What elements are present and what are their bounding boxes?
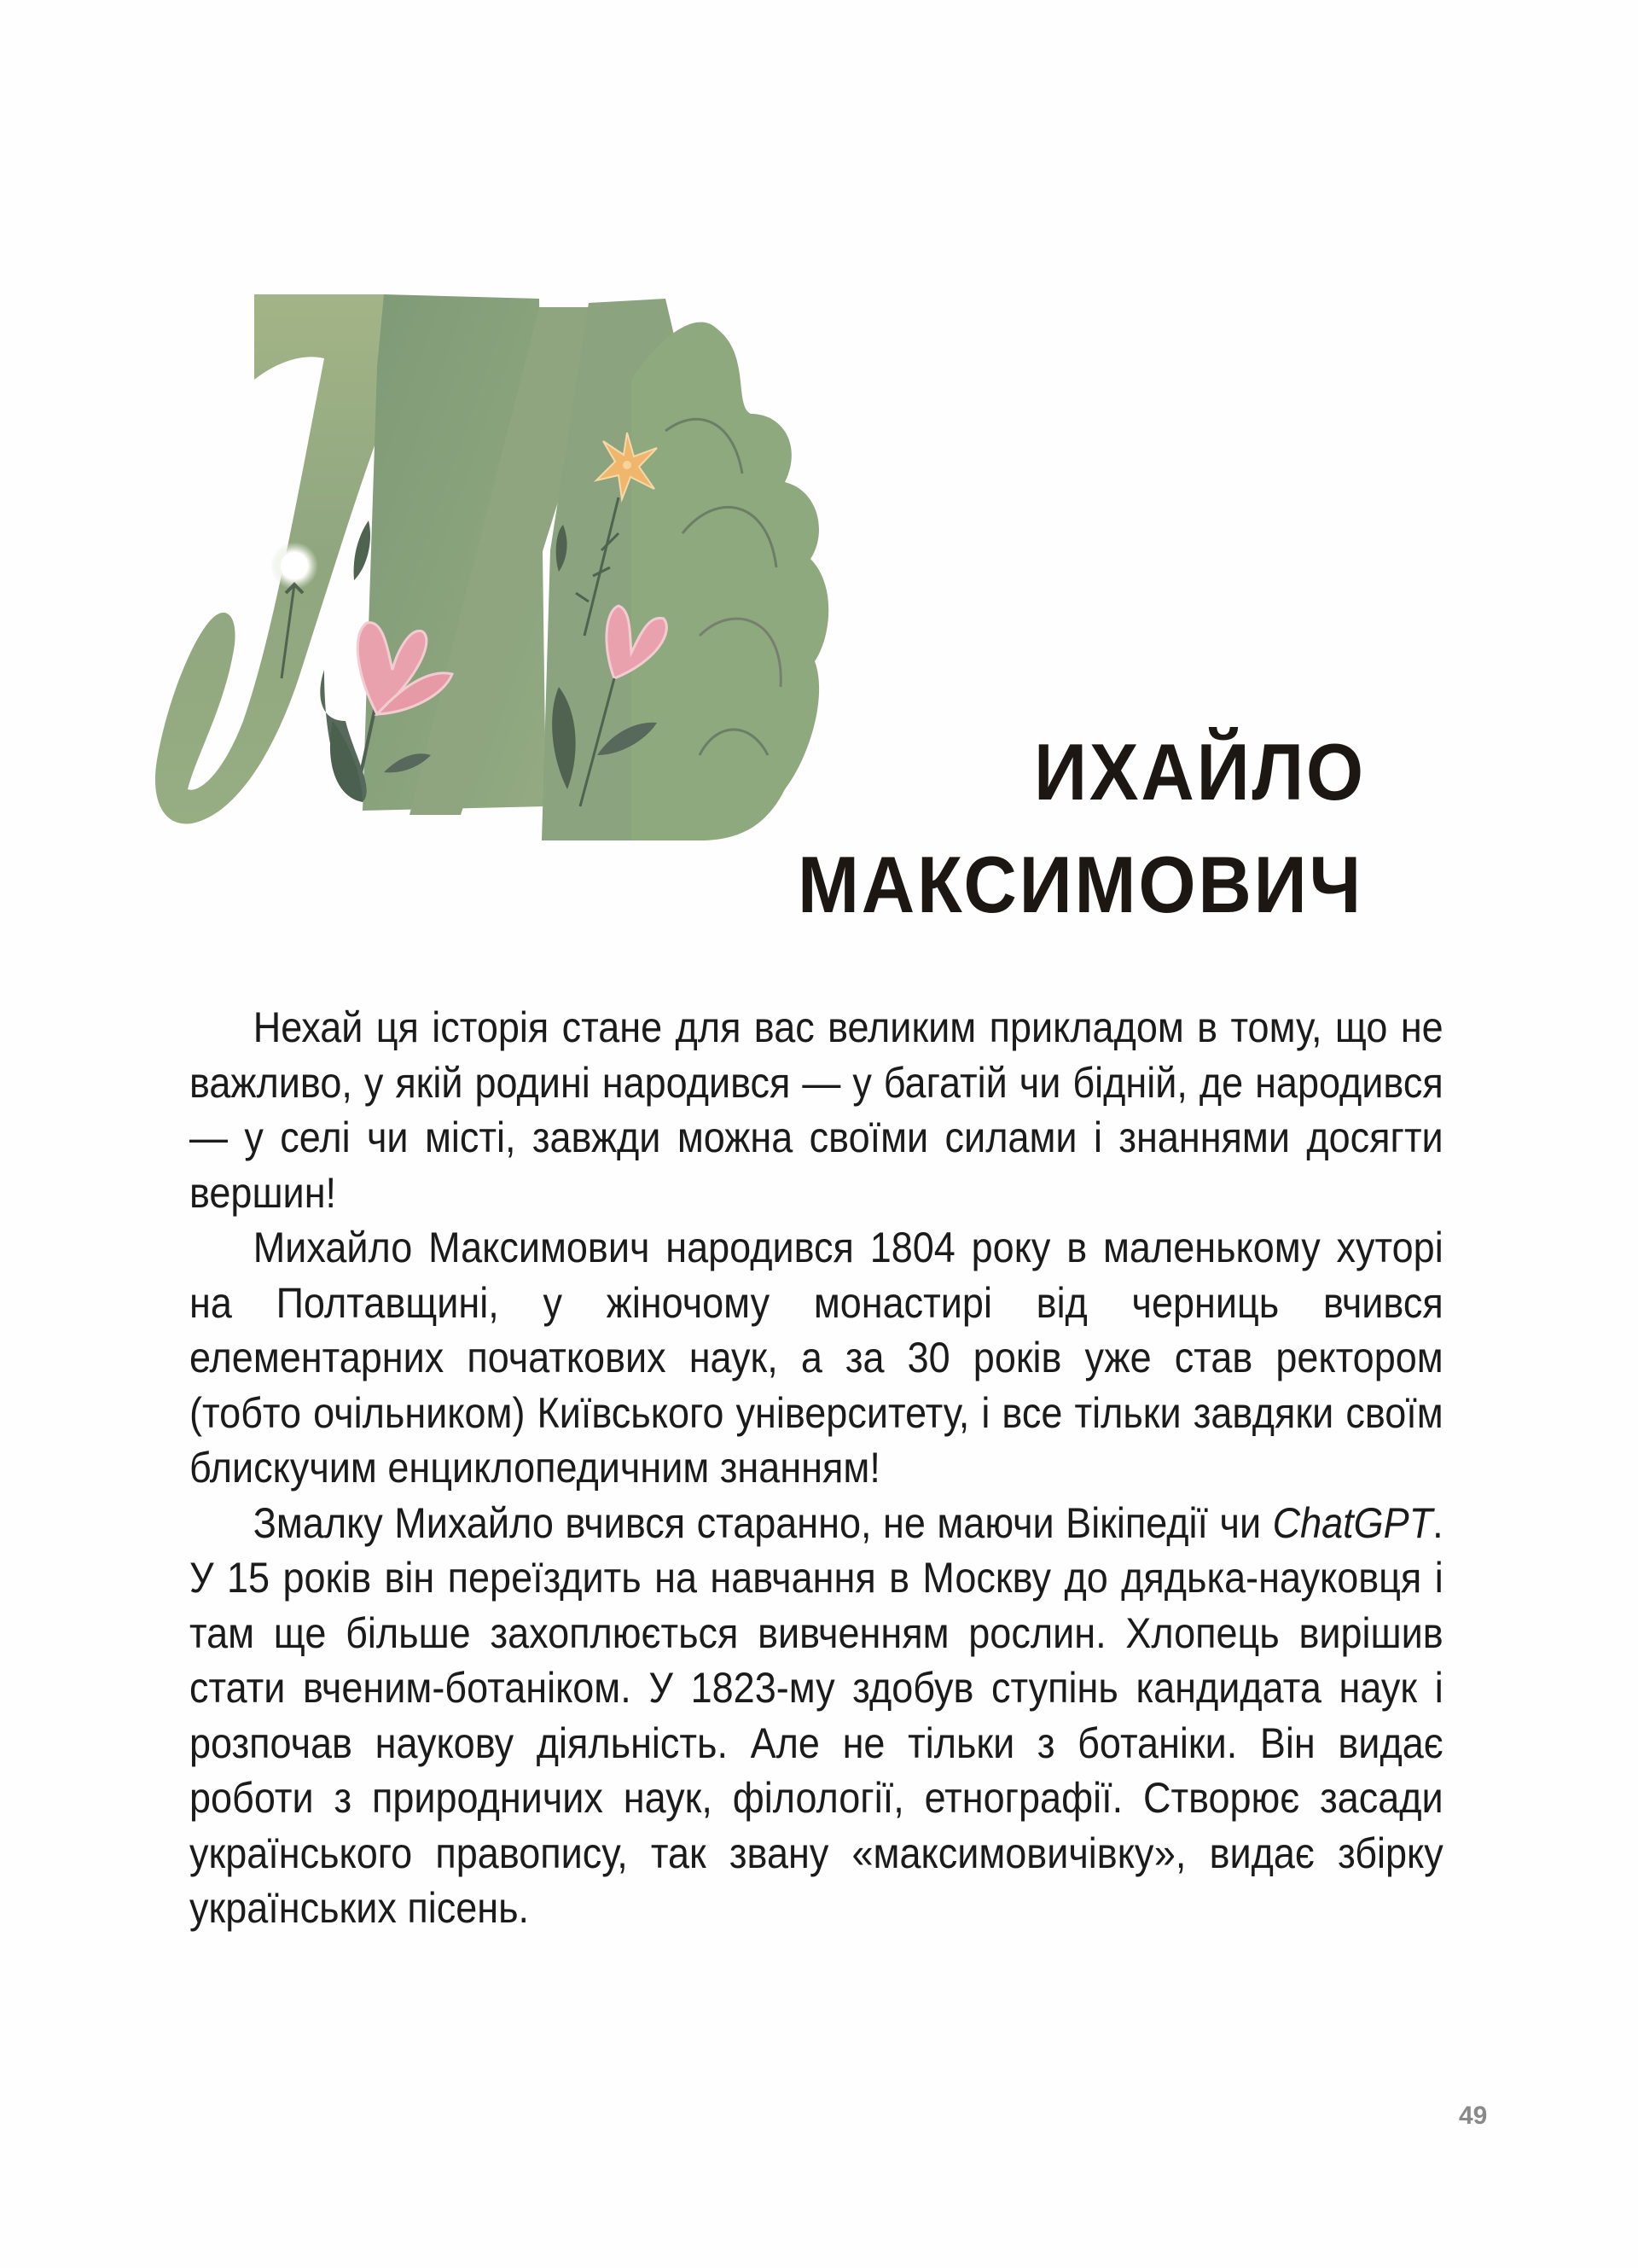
- paragraph-education: [189, 1496, 1443, 1936]
- article-body: [189, 1000, 1443, 1936]
- page-number: 49: [1459, 2102, 1488, 2130]
- title-line-last-name: МАКСИМОВИЧ: [798, 840, 1364, 929]
- chatgpt-italic-term: ChatGPT: [1272, 1498, 1433, 1547]
- paragraph-intro: Нехай ця історія стане для вас великим прикладом в тому, що не важливо, у якій родині народився — у багатій чи бідній, де народився — у селі чи місті, завжди можна своїми силами і знаннями досягти вершин!: [189, 1003, 1443, 1217]
- decorative-dropcap-m: [154, 277, 1015, 845]
- paragraph-education-start: Змалку Михайло вчився старанно, не маючи Вікіпедії чи: [253, 1498, 1273, 1547]
- dropcap-illustration-icon: [154, 277, 1015, 845]
- paragraph-education-end: . У 15 років він переїздить на навчання в Москву до дядька-науковця і там ще більше захоплюється вивченням рослин. Хлопець вирішив стати вченим-ботаніком. У 1823-му здобув ступінь кандидата наук і розпочав наукову діяльність. Але не тільки з ботаніки. Він видає роботи з природничих наук, філології, етнографії. Створює засади українського правопису, так звану «максимовичівку», видає збірку українських пісень.: [189, 1498, 1443, 1932]
- paragraph-biography: Михайло Максимович народився 1804 року в маленькому хуторі на Полтавщині, у жіночому монастирі від черниць вчився елементарних початкових наук, а за 30 років уже став ректором (тобто очільником) Київського університету, і все тільки завдяки своїм блискучим енциклопедичним знанням!: [189, 1224, 1443, 1492]
- title-line-first-name: ИХАЙЛО: [1034, 727, 1366, 817]
